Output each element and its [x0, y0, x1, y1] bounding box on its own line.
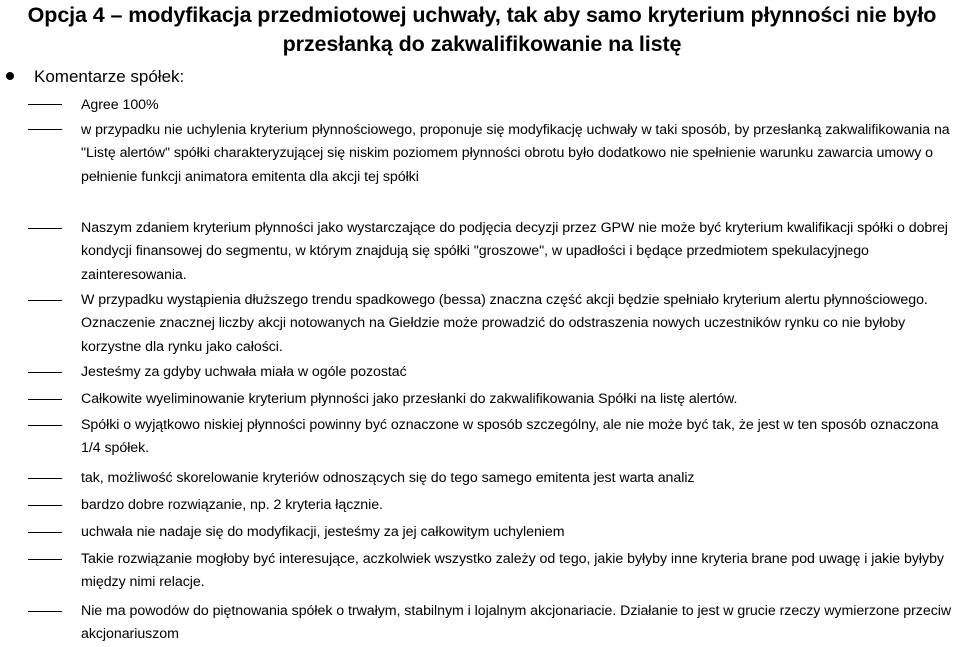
dash-icon	[28, 478, 62, 479]
bullet-dot-icon	[6, 72, 14, 80]
list-item: Całkowite wyeliminowanie kryterium płynności jako przesłanki do zakwalifikowania Spółki na listę alertów.	[81, 391, 738, 407]
dash-icon	[28, 300, 62, 301]
dash-icon	[28, 399, 62, 400]
list-item: Agree 100%	[81, 97, 159, 113]
dash-icon	[28, 505, 62, 506]
list-item: w przypadku nie uchylenia kryterium płynnościowego, proponuje się modyfikację uchwały w taki sposób, by przesłanką zakwalifikowania na "Listę alertów" spółki charakteryzującej się niskim poziomem płynności obrotu było dodatkowo nie spełnienie warunku zawarcia umowy o pełnienie funkcji animatora emitenta dla akcji tej spółki	[81, 122, 950, 185]
list-item: Jesteśmy za gdyby uchwała miała w ogóle pozostać	[81, 364, 407, 380]
dash-icon	[28, 532, 62, 533]
dash-icon	[28, 559, 62, 560]
dash-icon	[28, 228, 62, 229]
dash-icon	[28, 129, 62, 130]
list-item: Naszym zdaniem kryterium płynności jako wystarczające do podjęcia decyzji przez GPW nie może być kryterium kwalifikacji spółki o dobrej kondycji finansowej do segmentu, w którym znajdują się spółki "groszowe", w upadłości i będące przedmiotem spekulacyjnego zainteresowania.	[81, 220, 948, 283]
section-label: Komentarze spółek:	[34, 67, 185, 86]
list-item: Nie ma powodów do piętnowania spółek o trwałym, stabilnym i lojalnym akcjonariacie. Działanie to jest w grucie rzeczy wymierzone przeciw akcjonariuszom	[81, 603, 952, 643]
list-item: uchwała nie nadaje się do modyfikacji, jesteśmy za jej całkowitym uchyleniem	[81, 524, 565, 540]
list-item: tak, możliwość skorelowanie kryteriów odnoszących się do tego samego emitenta jest warta analiz	[81, 470, 695, 486]
dash-icon	[28, 425, 62, 426]
dash-icon	[28, 611, 62, 612]
list-item: W przypadku wystąpienia dłuższego trendu spadkowego (bessa) znaczna część akcji będzie spełniało kryterium alertu płynnościowego. Oznaczenie znacznej liczby akcji notowanych na Giełdzie może prowadzić do odstraszenia nowych uczestników rynku co nie byłoby korzystne dla rynku jako całości.	[81, 292, 928, 355]
page-title: Opcja 4 – modyfikacja przedmiotowej uchwały, tak aby samo kryterium płynności nie było przesłanką do zakwalifikowanie na listę	[27, 3, 937, 56]
dash-icon	[28, 104, 62, 105]
list-item: Takie rozwiązanie mogłoby być interesujące, aczkolwiek wszystko zależy od tego, jakie byłyby inne kryteria brane pod uwagę i jakie byłyby między nimi relacje.	[81, 551, 944, 591]
section-bullet	[6, 66, 184, 88]
list-item: Spółki o wyjątkowo niskiej płynności powinny być oznaczone w sposób szczególny, ale nie może być tak, że jest w ten sposób oznaczona 1/4 spółek.	[81, 417, 939, 457]
list-item: bardzo dobre rozwiązanie, np. 2 kryteria łącznie.	[81, 497, 383, 513]
dash-icon	[28, 372, 62, 373]
